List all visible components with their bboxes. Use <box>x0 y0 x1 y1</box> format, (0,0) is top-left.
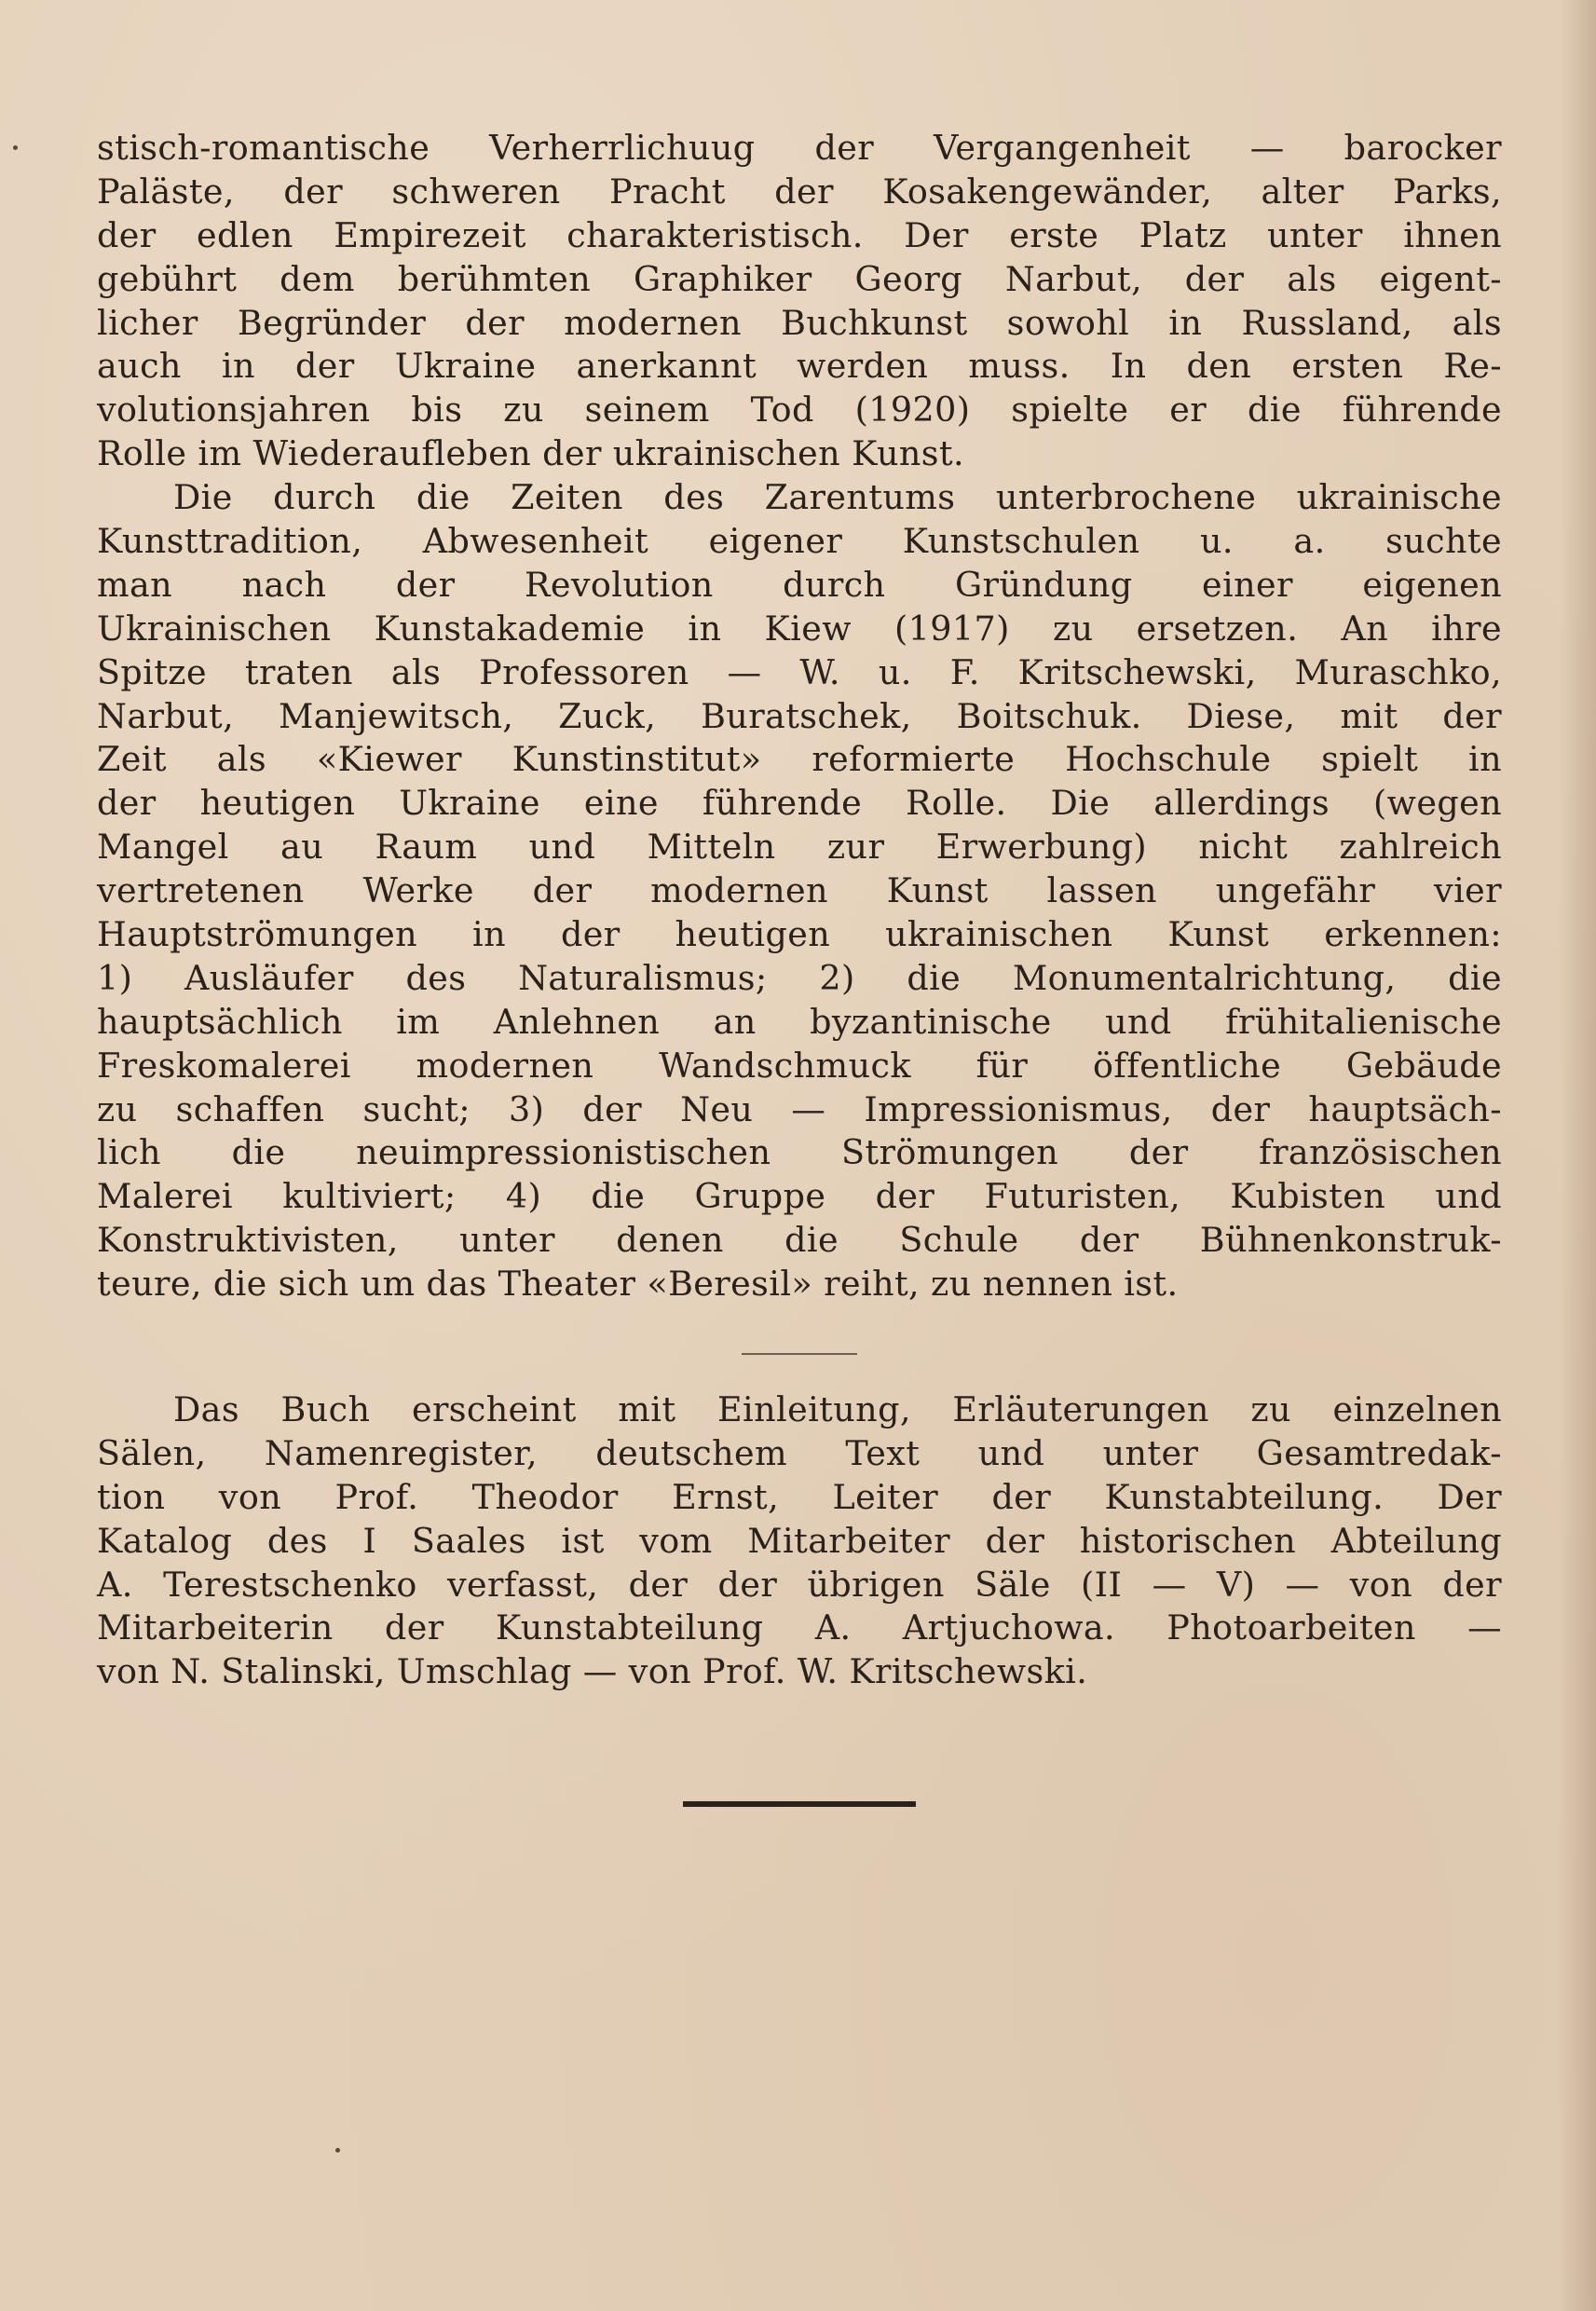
text-line: lich die neuimpressionistischen Strömungen der französischen <box>97 1132 1502 1173</box>
text-line: Kunsttradition, Abwesenheit eigener Kunstschulen u. a. suchte <box>97 521 1502 562</box>
text-line: Freskomalerei modernen Wandschmuck für öffentliche Gebäude <box>97 1045 1502 1086</box>
page-edge-shadow <box>1559 0 1596 2311</box>
text-line: Hauptströmungen in der heutigen ukrainischen Kunst erkennen: <box>97 914 1502 955</box>
text-line: tion von Prof. Theodor Ernst, Leiter der Kunstabteilung. Der <box>97 1476 1502 1517</box>
text-line: hauptsächlich im Anlehnen an byzantinische und frühitalienische <box>97 1001 1502 1042</box>
text-line: der edlen Empirezeit charakteristisch. Der erste Platz unter ihnen <box>97 214 1502 255</box>
text-line: Mangel au Raum und Mitteln zur Erwerbung) nicht zahlreich <box>97 827 1502 868</box>
text-line: teure, die sich um das Theater «Beresil» reiht, zu nennen ist. <box>97 1264 1179 1305</box>
text-line: 1) Ausläufer des Naturalismus; 2) die Monumentalrichtung, die <box>97 957 1502 998</box>
end-rule <box>683 1801 916 1807</box>
text-line: man nach der Revolution durch Gründung einer eigenen <box>97 564 1502 605</box>
text-line: Ukrainischen Kunstakademie in Kiew (1917) zu ersetzen. An ihre <box>97 608 1502 649</box>
main-text-block <box>97 127 1502 1306</box>
text-line: Paläste, der schweren Pracht der Kosakengewänder, alter Parks, <box>97 171 1502 212</box>
text-line: Mitarbeiterin der Kunstabteilung A. Artjuchowa. Photoarbeiten — <box>97 1607 1502 1648</box>
paper-speck <box>335 2148 340 2153</box>
paper-speck <box>13 145 18 150</box>
text-line: Malerei kultiviert; 4) die Gruppe der Futuristen, Kubisten und <box>97 1176 1502 1217</box>
text-line: volutionsjahren bis zu seinem Tod (1920) spielte er die führende <box>97 390 1502 431</box>
text-line: Narbut, Manjewitsch, Zuck, Buratschek, Boitschuk. Diese, mit der <box>97 695 1502 736</box>
text-line: auch in der Ukraine anerkannt werden muss. In den ersten Re- <box>97 346 1502 387</box>
text-line: Sälen, Namenregister, deutschem Text und unter Gesamtredak- <box>97 1432 1502 1473</box>
text-line: Zeit als «Kiewer Kunstinstitut» reformierte Hochschule spielt in <box>97 739 1502 780</box>
text-line: A. Terestschenko verfasst, der der übrigen Säle (II — V) — von der <box>97 1564 1502 1605</box>
text-line: Die durch die Zeiten des Zarentums unterbrochene ukrainische <box>173 477 1502 518</box>
text-line: vertretenen Werke der modernen Kunst lassen ungefähr vier <box>97 870 1502 911</box>
text-line: Rolle im Wiederaufleben der ukrainischen Kunst. <box>97 433 964 474</box>
text-line: Konstruktivisten, unter denen die Schule der Bühnenkonstruk- <box>97 1220 1502 1261</box>
section-divider-short <box>742 1353 857 1355</box>
text-line: gebührt dem berühmten Graphiker Georg Narbut, der als eigent- <box>97 258 1502 299</box>
text-line: der heutigen Ukraine eine führende Rolle. Die allerdings (wegen <box>97 783 1502 824</box>
text-line: von N. Stalinski, Umschlag — von Prof. W. Kritschewski. <box>97 1651 1088 1692</box>
text-line: zu schaffen sucht; 3) der Neu — Impressionismus, der hauptsäch- <box>97 1088 1502 1129</box>
text-line: Katalog des I Saales ist vom Mitarbeiter der historischen Abteilung <box>97 1520 1502 1561</box>
text-line: stisch-romantische Verherrlichuug der Vergangenheit — barocker <box>97 128 1502 168</box>
note-text-block <box>97 1388 1502 1694</box>
text-line: Spitze traten als Professoren — W. u. F. Kritschewski, Muraschko, <box>97 651 1502 692</box>
text-line: Das Buch erscheint mit Einleitung, Erläuterungen zu einzelnen <box>173 1389 1502 1429</box>
text-line: licher Begründer der modernen Buchkunst sowohl in Russland, als <box>97 302 1502 343</box>
